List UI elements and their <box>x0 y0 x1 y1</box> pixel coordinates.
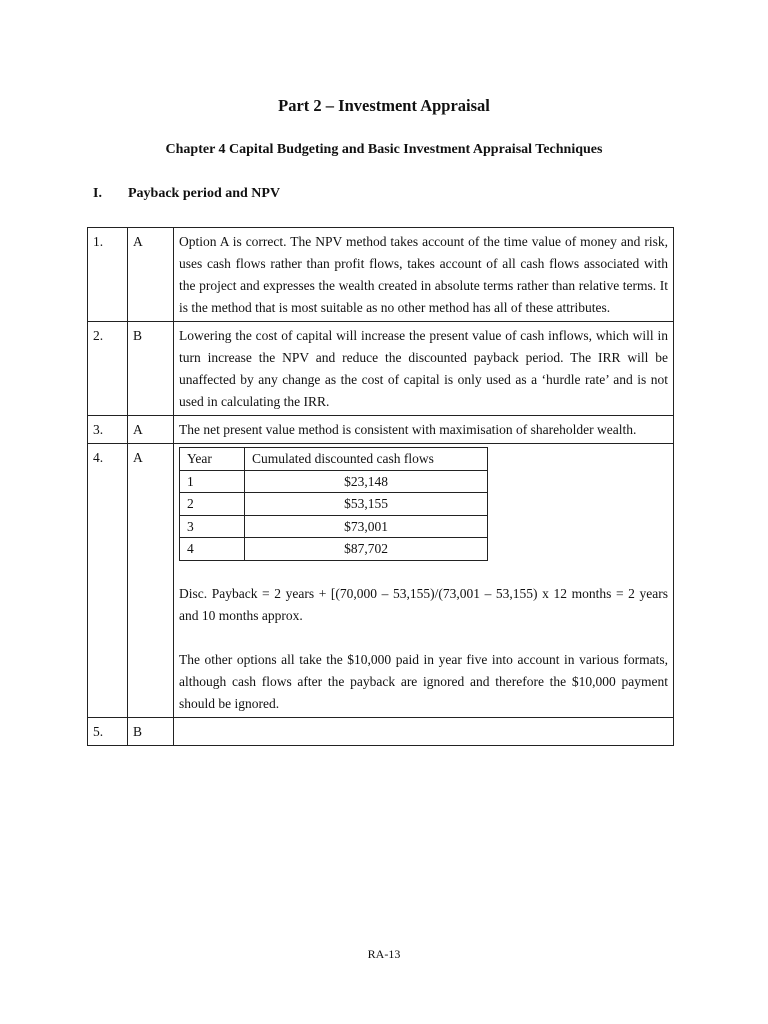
answer-option: A <box>128 416 174 444</box>
cash-flow-cell: $73,001 <box>245 515 488 538</box>
discounted-cash-flow-table <box>179 447 488 561</box>
section-number: I. <box>93 186 102 201</box>
cash-flow-cell: $23,148 <box>245 470 488 493</box>
answer-option: A <box>128 228 174 322</box>
answer-number: 3. <box>88 416 128 444</box>
year-header: Year <box>180 448 245 471</box>
answer-number: 4. <box>88 444 128 718</box>
answer-explanation <box>174 717 674 745</box>
table-row <box>88 228 674 322</box>
inner-header-row <box>180 448 488 471</box>
answer-number: 2. <box>88 322 128 416</box>
table-row <box>88 444 674 718</box>
answer-explanation <box>174 444 674 718</box>
section-title: Payback period and NPV <box>128 186 281 201</box>
inner-table-row <box>180 493 488 516</box>
answer-number: 5. <box>88 717 128 745</box>
year-cell: 2 <box>180 493 245 516</box>
answers-table <box>87 227 674 746</box>
inner-table-row <box>180 538 488 561</box>
answer-number: 1. <box>88 228 128 322</box>
section-heading <box>93 186 280 202</box>
page-number: RA-13 <box>367 947 401 961</box>
year-cell: 4 <box>180 538 245 561</box>
answer-option: B <box>128 322 174 416</box>
cash-flow-cell: $53,155 <box>245 493 488 516</box>
inner-table-row <box>180 515 488 538</box>
answer-option: B <box>128 717 174 745</box>
answer-explanation: The net present value method is consistent with maximisation of shareholder wealth. <box>174 416 674 444</box>
answer-note: The other options all take the $10,000 paid in year five into account in various formats, although cash flows after the payback are ignored and therefore the $10,000 payment should be ignored. <box>179 651 668 711</box>
year-cell: 3 <box>180 515 245 538</box>
inner-table-row <box>180 470 488 493</box>
table-row <box>88 717 674 745</box>
answer-explanation: Option A is correct. The NPV method takes account of the time value of money and risk, uses cash flows rather than profit flows, takes account of all cash flows associated with the project and expresses the wealth created in absolute terms rather than relative terms. It is the method that is most suitable as no other method has all of these attributes. <box>174 228 674 322</box>
cash-flow-header: Cumulated discounted cash flows <box>245 448 488 471</box>
table-row <box>88 322 674 416</box>
part-title: Part 2 – Investment Appraisal <box>278 96 490 115</box>
payback-calculation: Disc. Payback = 2 years + [(70,000 – 53,155)/(73,001 – 53,155) x 12 months = 2 years and 10 months approx. <box>179 585 668 623</box>
chapter-title: Chapter 4 Capital Budgeting and Basic Investment Appraisal Techniques <box>165 142 603 157</box>
answer-explanation: Lowering the cost of capital will increase the present value of cash inflows, which will in turn increase the NPV and reduce the discounted payback period. The IRR will be unaffected by any change as the cost of capital is only used as a ‘hurdle rate’ and is not used in calculating the IRR. <box>174 322 674 416</box>
year-cell: 1 <box>180 470 245 493</box>
cash-flow-cell: $87,702 <box>245 538 488 561</box>
table-row <box>88 416 674 444</box>
answer-option: A <box>128 444 174 718</box>
